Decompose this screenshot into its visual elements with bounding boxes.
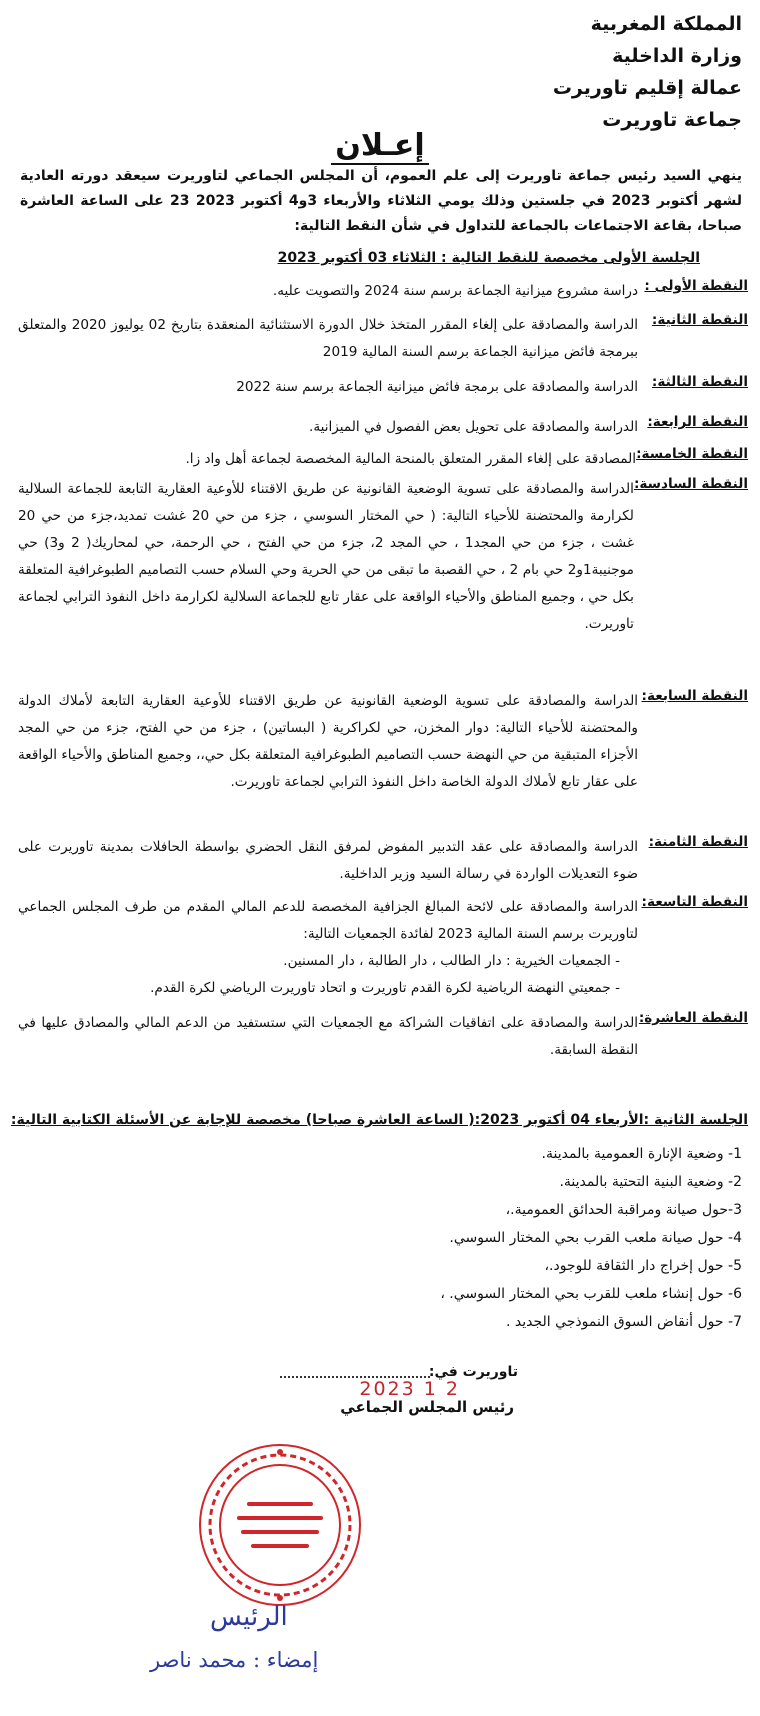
- header-province: عمالة إقليم تاوريرت: [552, 77, 742, 99]
- point-sub-item: - الجمعيات الخيرية : دار الطالب ، دار الطالبة ، دار المسنين.: [18, 948, 638, 975]
- date-stamp: 2 1 2023: [359, 1378, 460, 1400]
- question-item: 4- حول صيانة ملعب القرب بحي المختار السوسي.: [449, 1230, 742, 1246]
- question-item: 2- وضعية البنية التحتية بالمدينة.: [559, 1174, 742, 1190]
- point-text: دراسة مشروع ميزانية الجماعة برسم سنة 2024 والتصويت عليه.: [272, 283, 638, 299]
- agenda-point: [18, 688, 748, 834]
- agenda-point: [18, 278, 748, 312]
- point-label: النقطة السابعة:: [641, 688, 748, 704]
- session1-heading: الجلسة الأولى مخصصة للنقط التالية : الثلاثاء 03 أكتوبر 2023: [277, 250, 700, 266]
- point-label: النقطة الثالثة:: [651, 374, 748, 390]
- header-block: [553, 8, 742, 136]
- intro-paragraph: ينهي السيد رئيس جماعة تاوريرت إلى علم العموم، أن المجلس الجماعي لتاوريرت سيعقد دورته العادية لشهر أكتوبر 2023 في جلستين وذلك يومي الثلاثاء والأربعاء 3و4 أكتوبر 2023 23 على الساعة العاشرة صباحا، بقاعة الاجتماعات بالجماعة للتداول في شأن النقط التالية:: [20, 168, 743, 234]
- point-text: [18, 894, 638, 1010]
- session2-heading: الجلسة الثانية :الأربعاء 04 أكتوبر 2023:( الساعة العاشرة صباحا) مخصصة للإجابة عن الأسئلة الكتابية التالية:: [10, 1112, 748, 1128]
- question-item: 5- حول إخراج دار الثقافة للوجود.،: [544, 1258, 742, 1274]
- agenda-point: [18, 1010, 748, 1068]
- point-text: الدراسة والمصادقة على إلغاء المقرر المتخذ خلال الدورة الاستثنائية المنعقدة بتاريخ 02 يوليوز 2020 والمتعلق ببرمجة فائض ميزانية الجماعة برسم السنة المالية 2019: [18, 317, 639, 360]
- official-stamp: [195, 1440, 365, 1610]
- point-text: الدراسة والمصادقة على تسوية الوضعية القانونية عن طريق الاقتناء للأوعية العقارية التابعة للجماعة السلالية لكرارمة والمحتضنة للأحياء التالية: ( حي المختار السوسي ، جزء من حي 20 غشت تمديد،جزء من حي 20 غشت ، جزء من حي المجد1 ، حي المجد 2، جزء من حي الفتح ، حي الرحمة، حي لمحاريك( 2 و3) حي موجنيبة1و2 حي بام 2 ، حي القصبة ما تبقى من حي الحرية وحي السلام حسب التصاميم الطبوغرافية المتعلقة بكل حي ، وجميع المناطق والأحياء الواقعة على عقار تابع للجماعة السلالية لكرارمة داخل النفوذ الترابي لجماعة تاوريرت.: [18, 481, 634, 632]
- point-text: الدراسة والمصادقة على برمجة فائض ميزانية الجماعة برسم سنة 2022: [236, 379, 638, 395]
- point-label: النقطة الخامسة:: [636, 446, 748, 462]
- question-item: 7- حول أنقاض السوق النموذجي الجديد .: [505, 1314, 742, 1330]
- signature-title: الرئيس: [210, 1602, 288, 1632]
- place-label: تاوريرت في:: [428, 1364, 518, 1380]
- agenda-point: [18, 894, 748, 1010]
- header-ministry: وزارة الداخلية: [612, 45, 742, 67]
- point-text: المصادقة على إلغاء المقرر المتعلق بالمنحة المالية المخصصة لجماعة أهل واد زا.: [185, 451, 637, 467]
- point-label: النقطة الثامنة:: [648, 834, 748, 850]
- header-commune: جماعة تاوريرت: [602, 109, 742, 131]
- point-text: الدراسة والمصادقة على تحويل بعض الفصول في الميزانية.: [309, 419, 638, 435]
- point-label: النقطة السادسة:: [633, 476, 748, 492]
- questions-list: [440, 1140, 742, 1336]
- point-sub-item: - جمعيتي النهضة الرياضية لكرة القدم تاوريرت و اتحاد تاوريرت الرياضي لكرة القدم.: [18, 975, 638, 1002]
- point-label: النقطة الرابعة:: [647, 414, 748, 430]
- agenda-point: [18, 446, 748, 476]
- page-title: إعـلان: [0, 128, 760, 163]
- point-label: النقطة الثانية:: [651, 312, 748, 328]
- agenda-point: [18, 414, 748, 446]
- agenda-point: [18, 476, 748, 688]
- point-label: النقطة العاشرة:: [638, 1010, 748, 1026]
- signature-name: إمضاء : محمد ناصر: [150, 1648, 319, 1672]
- point-text: الدراسة والمصادقة على تسوية الوضعية القانونية عن طريق الاقتناء للأوعية العقارية التابعة لأملاك الدولة والمحتضنة للأحياء التالية: دوار المخزن، حي لكراكرية ( البساتين) ، جزء من حي الفتح، جزء من حي المجد الأجزاء المتبقية من حي النهضة حسب التصاميم الطبوغرافية المتعلقة بكل حي،، وجميع المناطق والأحياء الواقعة على عقار تابع لأملاك الدولة الخاصة داخل النفوذ الترابي لجماعة تاوريرت.: [18, 693, 638, 790]
- question-item: 3-حول صيانة ومراقبة الحدائق العمومية.،: [505, 1202, 742, 1218]
- agenda-point: [18, 312, 748, 374]
- agenda-points: [18, 278, 748, 1068]
- point-text-main: الدراسة والمصادقة على لائحة المبالغ الجزافية المخصصة للدعم المالي المقدم من طرف المجلس الجماعي لتاوريرت برسم السنة المالية 2023 لفائدة الجمعيات التالية:: [18, 899, 638, 942]
- point-text: الدراسة والمصادقة على اتفاقيات الشراكة مع الجمعيات التي ستستفيد من الدعم المالي والمصادق عليها في النقطة السابقة.: [18, 1015, 638, 1058]
- point-label: النقطة الأولى :: [644, 278, 748, 294]
- point-text: الدراسة والمصادقة على عقد التدبير المفوض لمرفق النقل الحضري بواسطة الحافلات بمدينة تاوريرت على ضوء التعديلات الواردة في رسالة السيد وزير الداخلية.: [18, 839, 638, 882]
- agenda-point: [18, 374, 748, 414]
- point-label: النقطة التاسعة:: [641, 894, 748, 910]
- agenda-point: [18, 834, 748, 894]
- president-title: رئيس المجلس الجماعي: [340, 1398, 514, 1416]
- header-kingdom: المملكة المغربية: [590, 13, 742, 35]
- question-item: 1- وضعية الإنارة العمومية بالمدينة.: [541, 1146, 742, 1162]
- question-item: 6- حول إنشاء ملعب للقرب بحي المختار السوسي. ،: [440, 1286, 742, 1302]
